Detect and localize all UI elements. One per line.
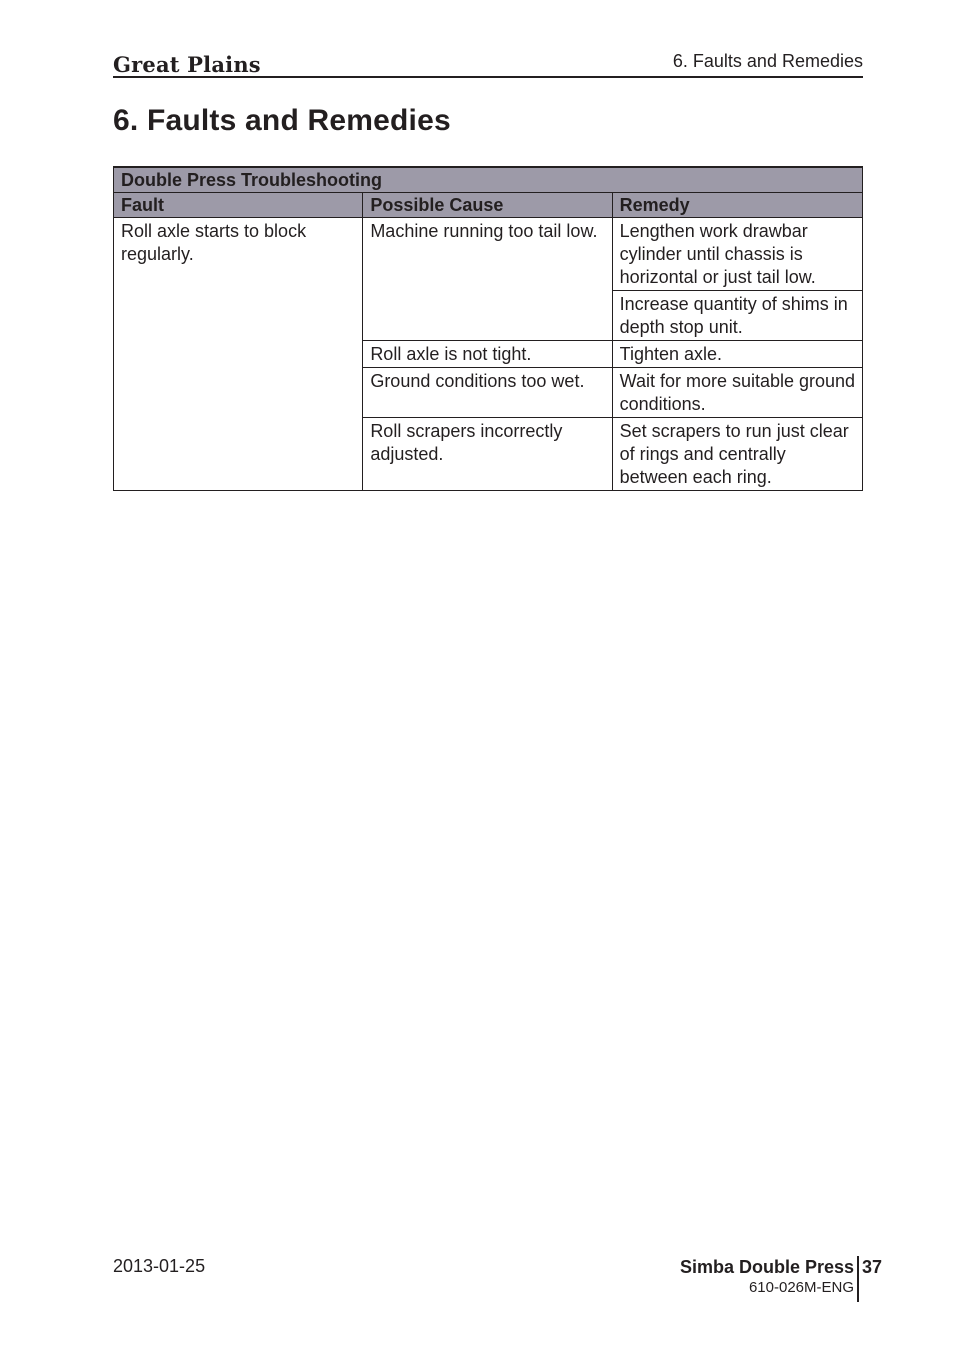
cause-cell: Machine running too tail low. [363,218,612,341]
troubleshooting-table [113,166,863,491]
remedy-cell: Increase quantity of shims in depth stop unit. [612,291,862,341]
footer-doc-number: 610-026M-ENG [748,1279,854,1296]
column-header-fault: Fault [114,193,363,218]
table-title: Double Press Troubleshooting [114,167,863,193]
remedy-cell: Tighten axle. [612,341,862,368]
cause-cell: Roll axle is not tight. [363,341,612,368]
fault-cell: Roll axle starts to block regularly. [114,218,363,491]
footer-product-name: Simba Double Press [679,1257,854,1277]
table-header-row [114,193,863,218]
table-title-row [114,167,863,193]
column-header-cause: Possible Cause [363,193,612,218]
page-header [113,48,863,78]
brand-logo: Great Plains [113,52,261,77]
footer-divider [857,1256,859,1302]
cause-cell: Ground conditions too wet. [363,368,612,418]
table-row [114,218,863,291]
page-number: 37 [862,1257,883,1277]
remedy-cell: Set scrapers to run just clear of rings and centrally between each ring. [612,418,862,491]
cause-cell: Roll scrapers incorrectly adjusted. [363,418,612,491]
page-title: 6. Faults and Remedies [113,104,451,137]
footer-date: 2013-01-25 [113,1256,206,1276]
column-header-remedy: Remedy [612,193,862,218]
footer-product-block [680,1256,854,1298]
remedy-cell: Wait for more suitable ground conditions. [612,368,862,418]
header-section-title: 6. Faults and Remedies [672,51,863,71]
remedy-cell: Lengthen work drawbar cylinder until chassis is horizontal or just tail low. [612,218,862,291]
